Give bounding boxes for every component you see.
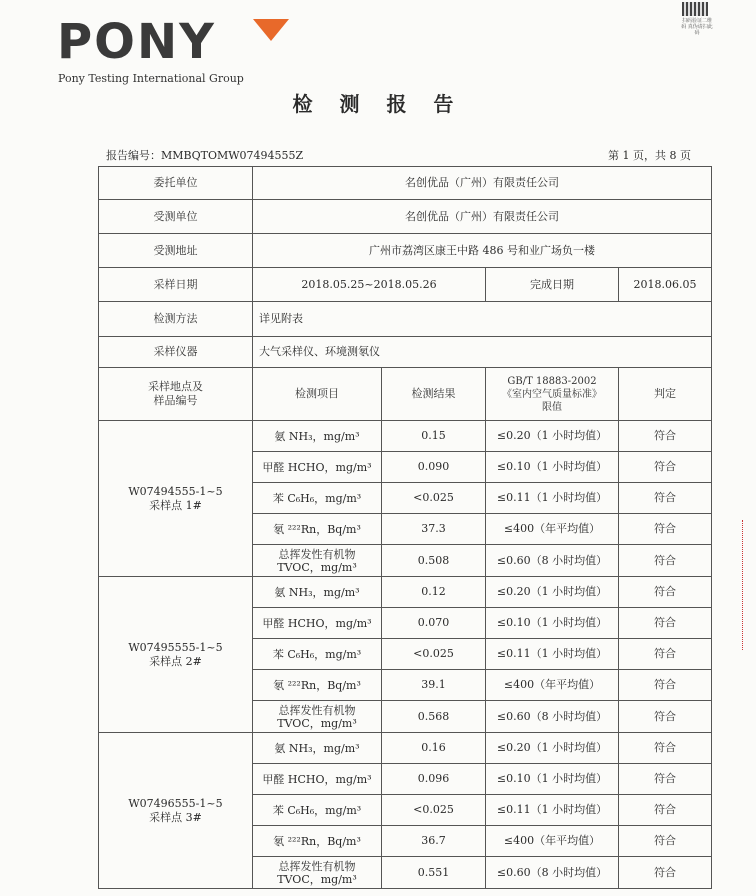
finish-date-value: 2018.06.05 (619, 268, 712, 302)
test-result: <0.025 (382, 483, 486, 514)
test-result: <0.025 (382, 795, 486, 826)
test-item: 氡 ²²²Rn，Bq/m³ (253, 826, 382, 857)
logo-wordmark: PONY (57, 14, 216, 70)
test-judgement: 符合 (619, 826, 712, 857)
instrument-value: 大气采样仪、环境测氡仪 (253, 337, 712, 368)
info-label: 受测单位 (99, 200, 253, 234)
test-result: 0.551 (382, 857, 486, 889)
test-item: 氡 ²²²Rn，Bq/m³ (253, 670, 382, 701)
test-result: 0.16 (382, 733, 486, 764)
measurement-row (99, 577, 712, 608)
logo-triangle-icon (253, 19, 289, 41)
scan-artifact (742, 520, 753, 650)
test-item: 苯 C₆H₆，mg/m³ (253, 639, 382, 670)
info-label: 受测地址 (99, 234, 253, 268)
sample-location: W07496555-1~5 采样点 3# (99, 733, 253, 889)
header-standard: GB/T 18883-2002 《室内空气质量标准》 限值 (486, 368, 619, 421)
test-item: 氨 NH₃，mg/m³ (253, 733, 382, 764)
pony-logo (57, 16, 244, 85)
page-info: 第 1 页，共 8 页 (608, 149, 691, 162)
test-limit: ≤0.60（8 小时均值） (486, 545, 619, 577)
test-item: 总挥发性有机物 TVOC，mg/m³ (253, 701, 382, 733)
test-result: 0.070 (382, 608, 486, 639)
qr-caption: 扫码验证二维码 真伪请扫此码 (681, 18, 713, 36)
test-item: 氡 ²²²Rn，Bq/m³ (253, 514, 382, 545)
test-judgement: 符合 (619, 764, 712, 795)
test-limit: ≤0.20（1 小时均值） (486, 577, 619, 608)
test-result: 0.090 (382, 452, 486, 483)
test-judgement: 符合 (619, 421, 712, 452)
test-judgement: 符合 (619, 670, 712, 701)
method-value: 详见附表 (253, 302, 712, 337)
test-limit: ≤0.10（1 小时均值） (486, 452, 619, 483)
info-value: 名创优品（广州）有限责任公司 (253, 200, 712, 234)
test-limit: ≤0.20（1 小时均值） (486, 421, 619, 452)
sample-location: W07494555-1~5 采样点 1# (99, 421, 253, 577)
test-limit: ≤0.60（8 小时均值） (486, 701, 619, 733)
test-result: 0.508 (382, 545, 486, 577)
test-item: 总挥发性有机物 TVOC，mg/m³ (253, 857, 382, 889)
test-judgement: 符合 (619, 795, 712, 826)
test-result: 36.7 (382, 826, 486, 857)
test-result: 0.15 (382, 421, 486, 452)
test-item: 甲醛 HCHO，mg/m³ (253, 452, 382, 483)
test-result: 0.568 (382, 701, 486, 733)
test-limit: ≤0.10（1 小时均值） (486, 764, 619, 795)
test-judgement: 符合 (619, 608, 712, 639)
test-item: 甲醛 HCHO，mg/m³ (253, 764, 382, 795)
test-result: 39.1 (382, 670, 486, 701)
test-result: <0.025 (382, 639, 486, 670)
test-limit: ≤400（年平均值） (486, 514, 619, 545)
test-item: 甲醛 HCHO，mg/m³ (253, 608, 382, 639)
sampling-date-label: 采样日期 (99, 268, 253, 302)
report-table (98, 166, 712, 889)
test-judgement: 符合 (619, 733, 712, 764)
test-limit: ≤400（年平均值） (486, 670, 619, 701)
test-result: 0.12 (382, 577, 486, 608)
test-item: 总挥发性有机物 TVOC，mg/m³ (253, 545, 382, 577)
test-item: 苯 C₆H₆，mg/m³ (253, 795, 382, 826)
test-item: 氨 NH₃，mg/m³ (253, 577, 382, 608)
test-item: 苯 C₆H₆，mg/m³ (253, 483, 382, 514)
method-label: 检测方法 (99, 302, 253, 337)
qr-code-icon (682, 2, 708, 16)
test-judgement: 符合 (619, 514, 712, 545)
header-judge: 判定 (619, 368, 712, 421)
header-item: 检测项目 (253, 368, 382, 421)
info-label: 委托单位 (99, 167, 253, 200)
test-judgement: 符合 (619, 639, 712, 670)
report-number: 报告编号：MMBQTOMW07494555Z (106, 149, 304, 162)
test-judgement: 符合 (619, 857, 712, 889)
test-limit: ≤0.11（1 小时均值） (486, 483, 619, 514)
test-item: 氨 NH₃，mg/m³ (253, 421, 382, 452)
sample-location: W07495555-1~5 采样点 2# (99, 577, 253, 733)
logo-subtitle: Pony Testing International Group (58, 72, 244, 85)
test-limit: ≤400（年平均值） (486, 826, 619, 857)
test-judgement: 符合 (619, 701, 712, 733)
test-judgement: 符合 (619, 577, 712, 608)
test-judgement: 符合 (619, 545, 712, 577)
test-limit: ≤0.11（1 小时均值） (486, 795, 619, 826)
report-title: 检 测 报 告 (292, 92, 464, 116)
test-judgement: 符合 (619, 483, 712, 514)
test-result: 37.3 (382, 514, 486, 545)
measurement-row (99, 421, 712, 452)
info-value: 名创优品（广州）有限责任公司 (253, 167, 712, 200)
test-limit: ≤0.11（1 小时均值） (486, 639, 619, 670)
finish-date-label: 完成日期 (486, 268, 619, 302)
instrument-label: 采样仪器 (99, 337, 253, 368)
test-limit: ≤0.20（1 小时均值） (486, 733, 619, 764)
sampling-date-value: 2018.05.25~2018.05.26 (253, 268, 486, 302)
test-limit: ≤0.60（8 小时均值） (486, 857, 619, 889)
measurement-row (99, 733, 712, 764)
header-location: 采样地点及 样品编号 (99, 368, 253, 421)
test-result: 0.096 (382, 764, 486, 795)
test-judgement: 符合 (619, 452, 712, 483)
info-value: 广州市荔湾区康王中路 486 号和业广场负一楼 (253, 234, 712, 268)
test-limit: ≤0.10（1 小时均值） (486, 608, 619, 639)
header-result: 检测结果 (382, 368, 486, 421)
